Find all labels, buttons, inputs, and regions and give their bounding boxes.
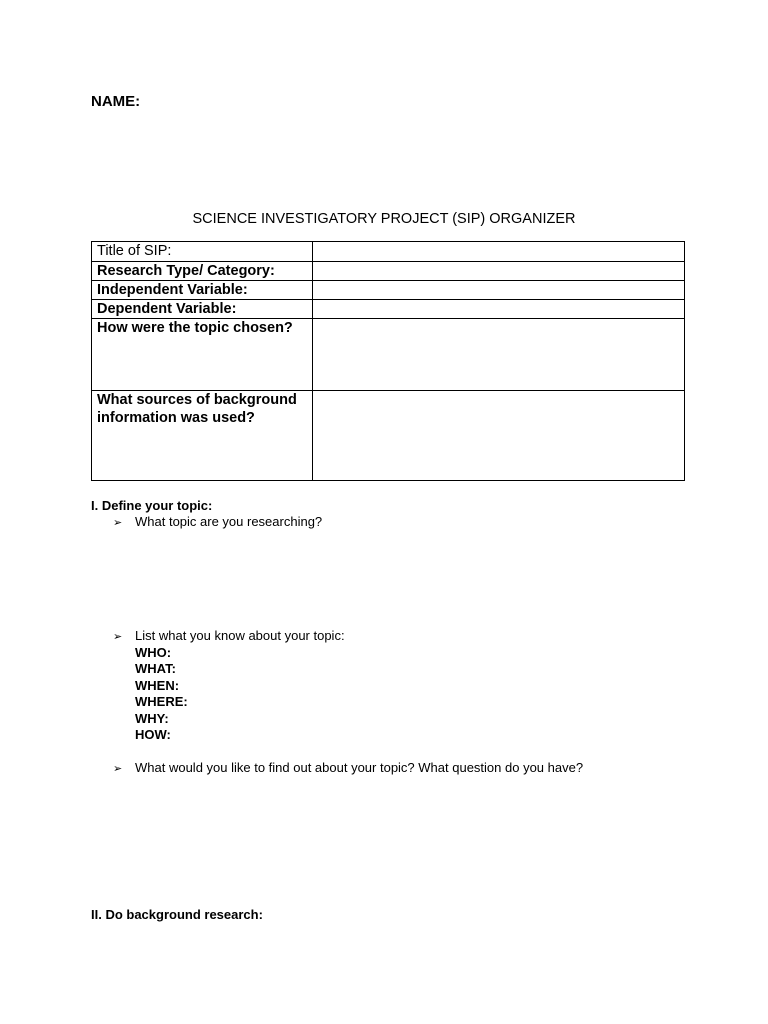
table-row — [92, 300, 685, 319]
table-row — [92, 391, 685, 481]
row-label-title: Title of SIP: — [92, 242, 313, 262]
row-value-title[interactable] — [313, 242, 685, 262]
section-heading-background-research: II. Do background research: — [91, 907, 263, 922]
bullet-text: List what you know about your topic: — [135, 628, 345, 643]
sip-organizer-table — [91, 241, 685, 481]
table-row — [92, 242, 685, 262]
row-value-background-sources[interactable] — [313, 391, 685, 481]
row-label-independent-variable: Independent Variable: — [92, 281, 313, 300]
row-value-topic-chosen[interactable] — [313, 319, 685, 391]
prompt-where: WHERE: — [135, 694, 188, 710]
row-label-dependent-variable: Dependent Variable: — [92, 300, 313, 319]
prompt-how: HOW: — [135, 727, 171, 743]
bullet-item — [113, 760, 583, 778]
section-heading-define-topic: I. Define your topic: — [91, 498, 213, 513]
prompt-what: WHAT: — [135, 661, 176, 677]
arrow-bullet-icon: ➢ — [113, 517, 123, 529]
prompt-who: WHO: — [135, 645, 172, 660]
row-label-background-sources: What sources of background information was used? — [92, 391, 313, 481]
bullet-text: What would you like to find out about your topic? What question do you have? — [135, 760, 584, 775]
row-label-topic-chosen: How were the topic chosen? — [92, 319, 313, 391]
prompt-when: WHEN: — [135, 677, 180, 693]
document-title: SCIENCE INVESTIGATORY PROJECT (SIP) ORGANIZER — [192, 211, 576, 227]
know-prompts-list — [135, 645, 188, 743]
prompt-why: WHY: — [135, 710, 169, 726]
table-row — [92, 281, 685, 300]
arrow-bullet-icon: ➢ — [113, 631, 123, 643]
arrow-bullet-icon: ➢ — [113, 763, 123, 775]
bullet-text: What topic are you researching? — [135, 514, 323, 529]
table-row — [92, 262, 685, 281]
bullet-item — [113, 628, 345, 646]
row-value-independent-variable[interactable] — [313, 281, 685, 300]
bullet-item — [113, 514, 322, 532]
row-value-dependent-variable[interactable] — [313, 300, 685, 319]
table-row — [92, 319, 685, 391]
name-label: NAME: — [91, 93, 141, 110]
row-value-research-type[interactable] — [313, 262, 685, 281]
row-label-research-type: Research Type/ Category: — [92, 262, 313, 281]
